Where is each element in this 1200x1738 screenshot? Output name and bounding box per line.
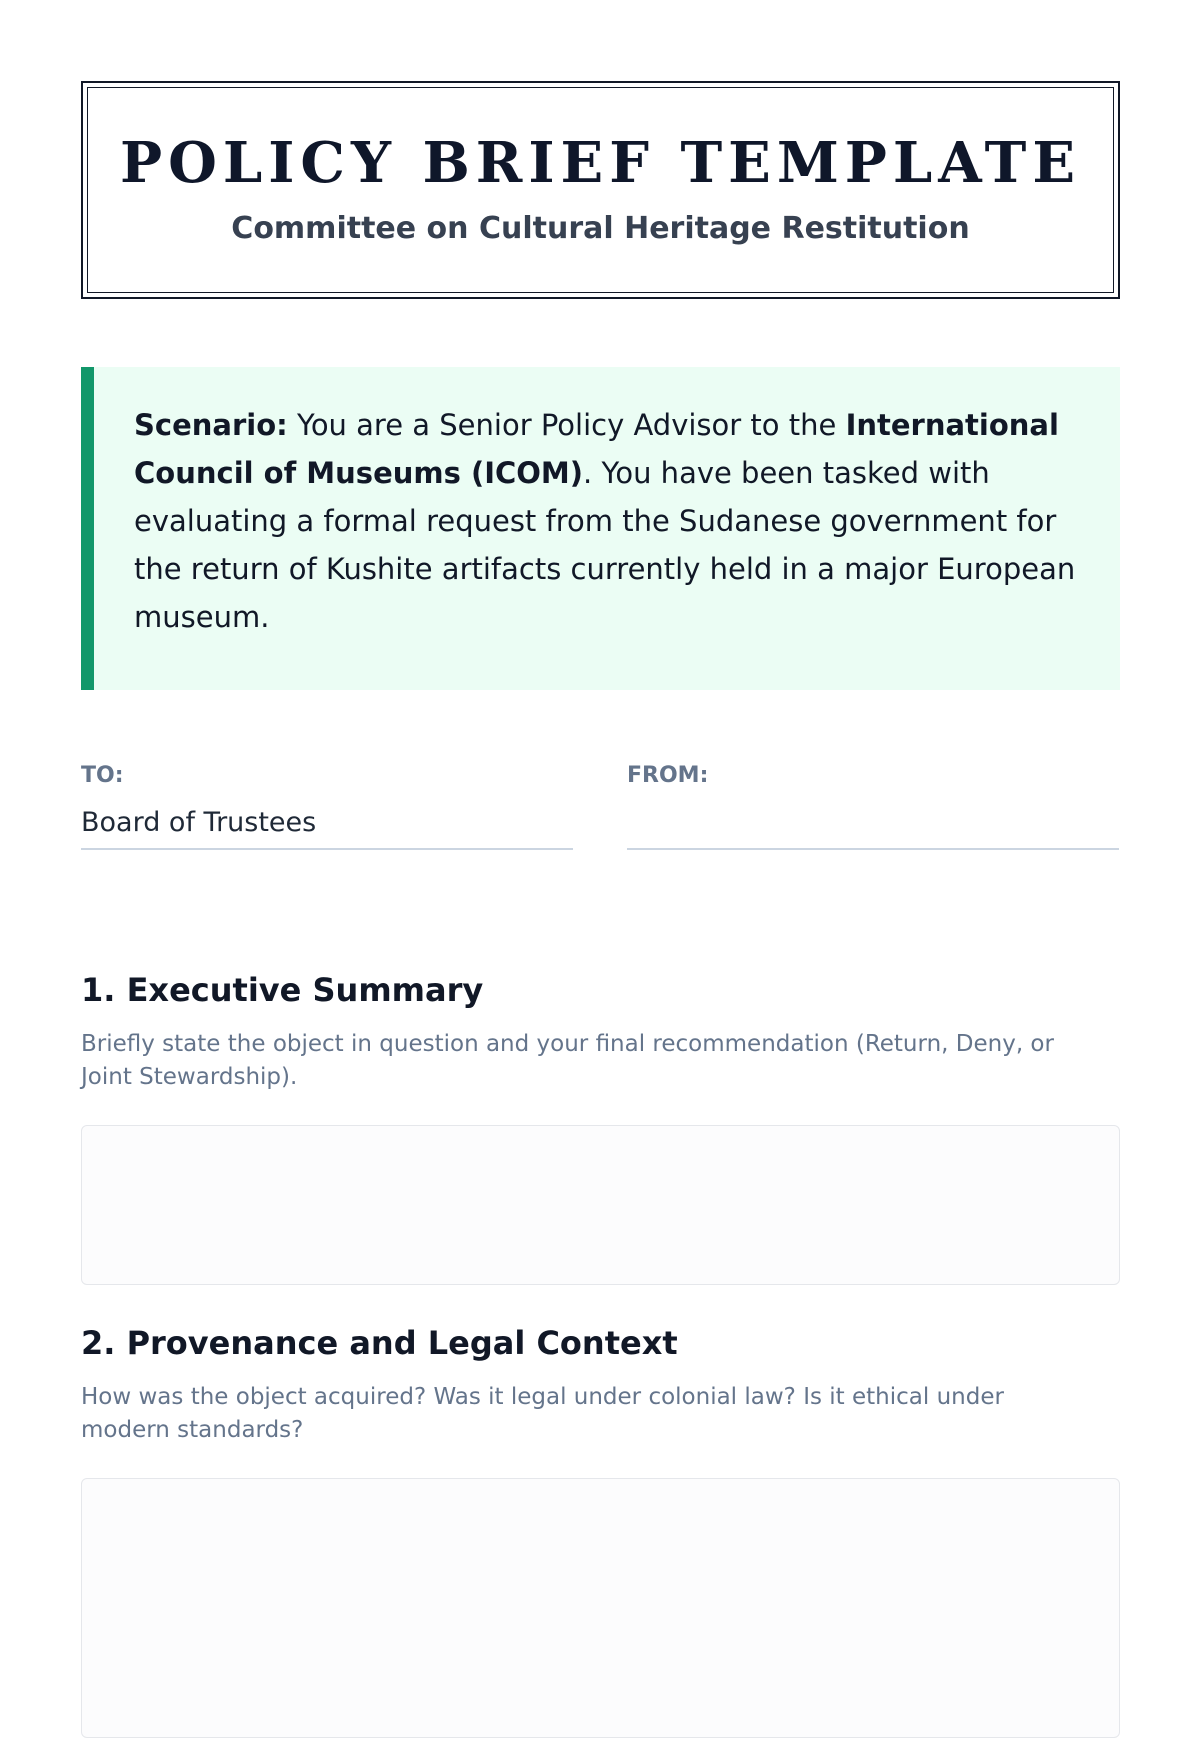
provenance-answer-box[interactable] — [81, 1478, 1120, 1738]
section-heading: 1. Executive Summary — [81, 971, 484, 1009]
to-value[interactable]: Board of Trustees — [81, 807, 317, 838]
section-prompt: How was the object acquired? Was it legal under colonial law? Is it ethical under modern standards? — [81, 1384, 1004, 1443]
scenario-label: Scenario: — [134, 408, 288, 442]
section-heading: 2. Provenance and Legal Context — [81, 1324, 678, 1362]
scenario-organization: International Council of Museums (ICOM) — [134, 408, 1059, 490]
to-field[interactable] — [81, 756, 573, 850]
scenario-callout — [81, 367, 1120, 690]
from-label: FROM: — [627, 763, 709, 788]
from-field[interactable] — [627, 756, 1119, 850]
page-title: POLICY BRIEF TEMPLATE — [119, 130, 1082, 196]
to-label: TO: — [81, 763, 124, 788]
scenario-text-part-2: . You have been tasked with evaluating a formal request from the Sudanese government for the return of Kushite artifacts currently held in a major European museum. — [134, 456, 1076, 634]
scenario-text — [134, 401, 1094, 641]
page-subtitle: Committee on Cultural Heritage Restitution — [231, 211, 970, 246]
policy-brief-page — [81, 81, 1120, 1443]
executive-summary-answer-box[interactable] — [81, 1125, 1120, 1285]
section-prompt: Briefly state the object in question and your final recommendation (Return, Deny, or Joint Stewardship). — [81, 1031, 1054, 1090]
memo-header-row — [81, 756, 1120, 856]
title-box — [81, 81, 1120, 299]
scenario-text-part-1: You are a Senior Policy Advisor to the — [287, 408, 846, 442]
